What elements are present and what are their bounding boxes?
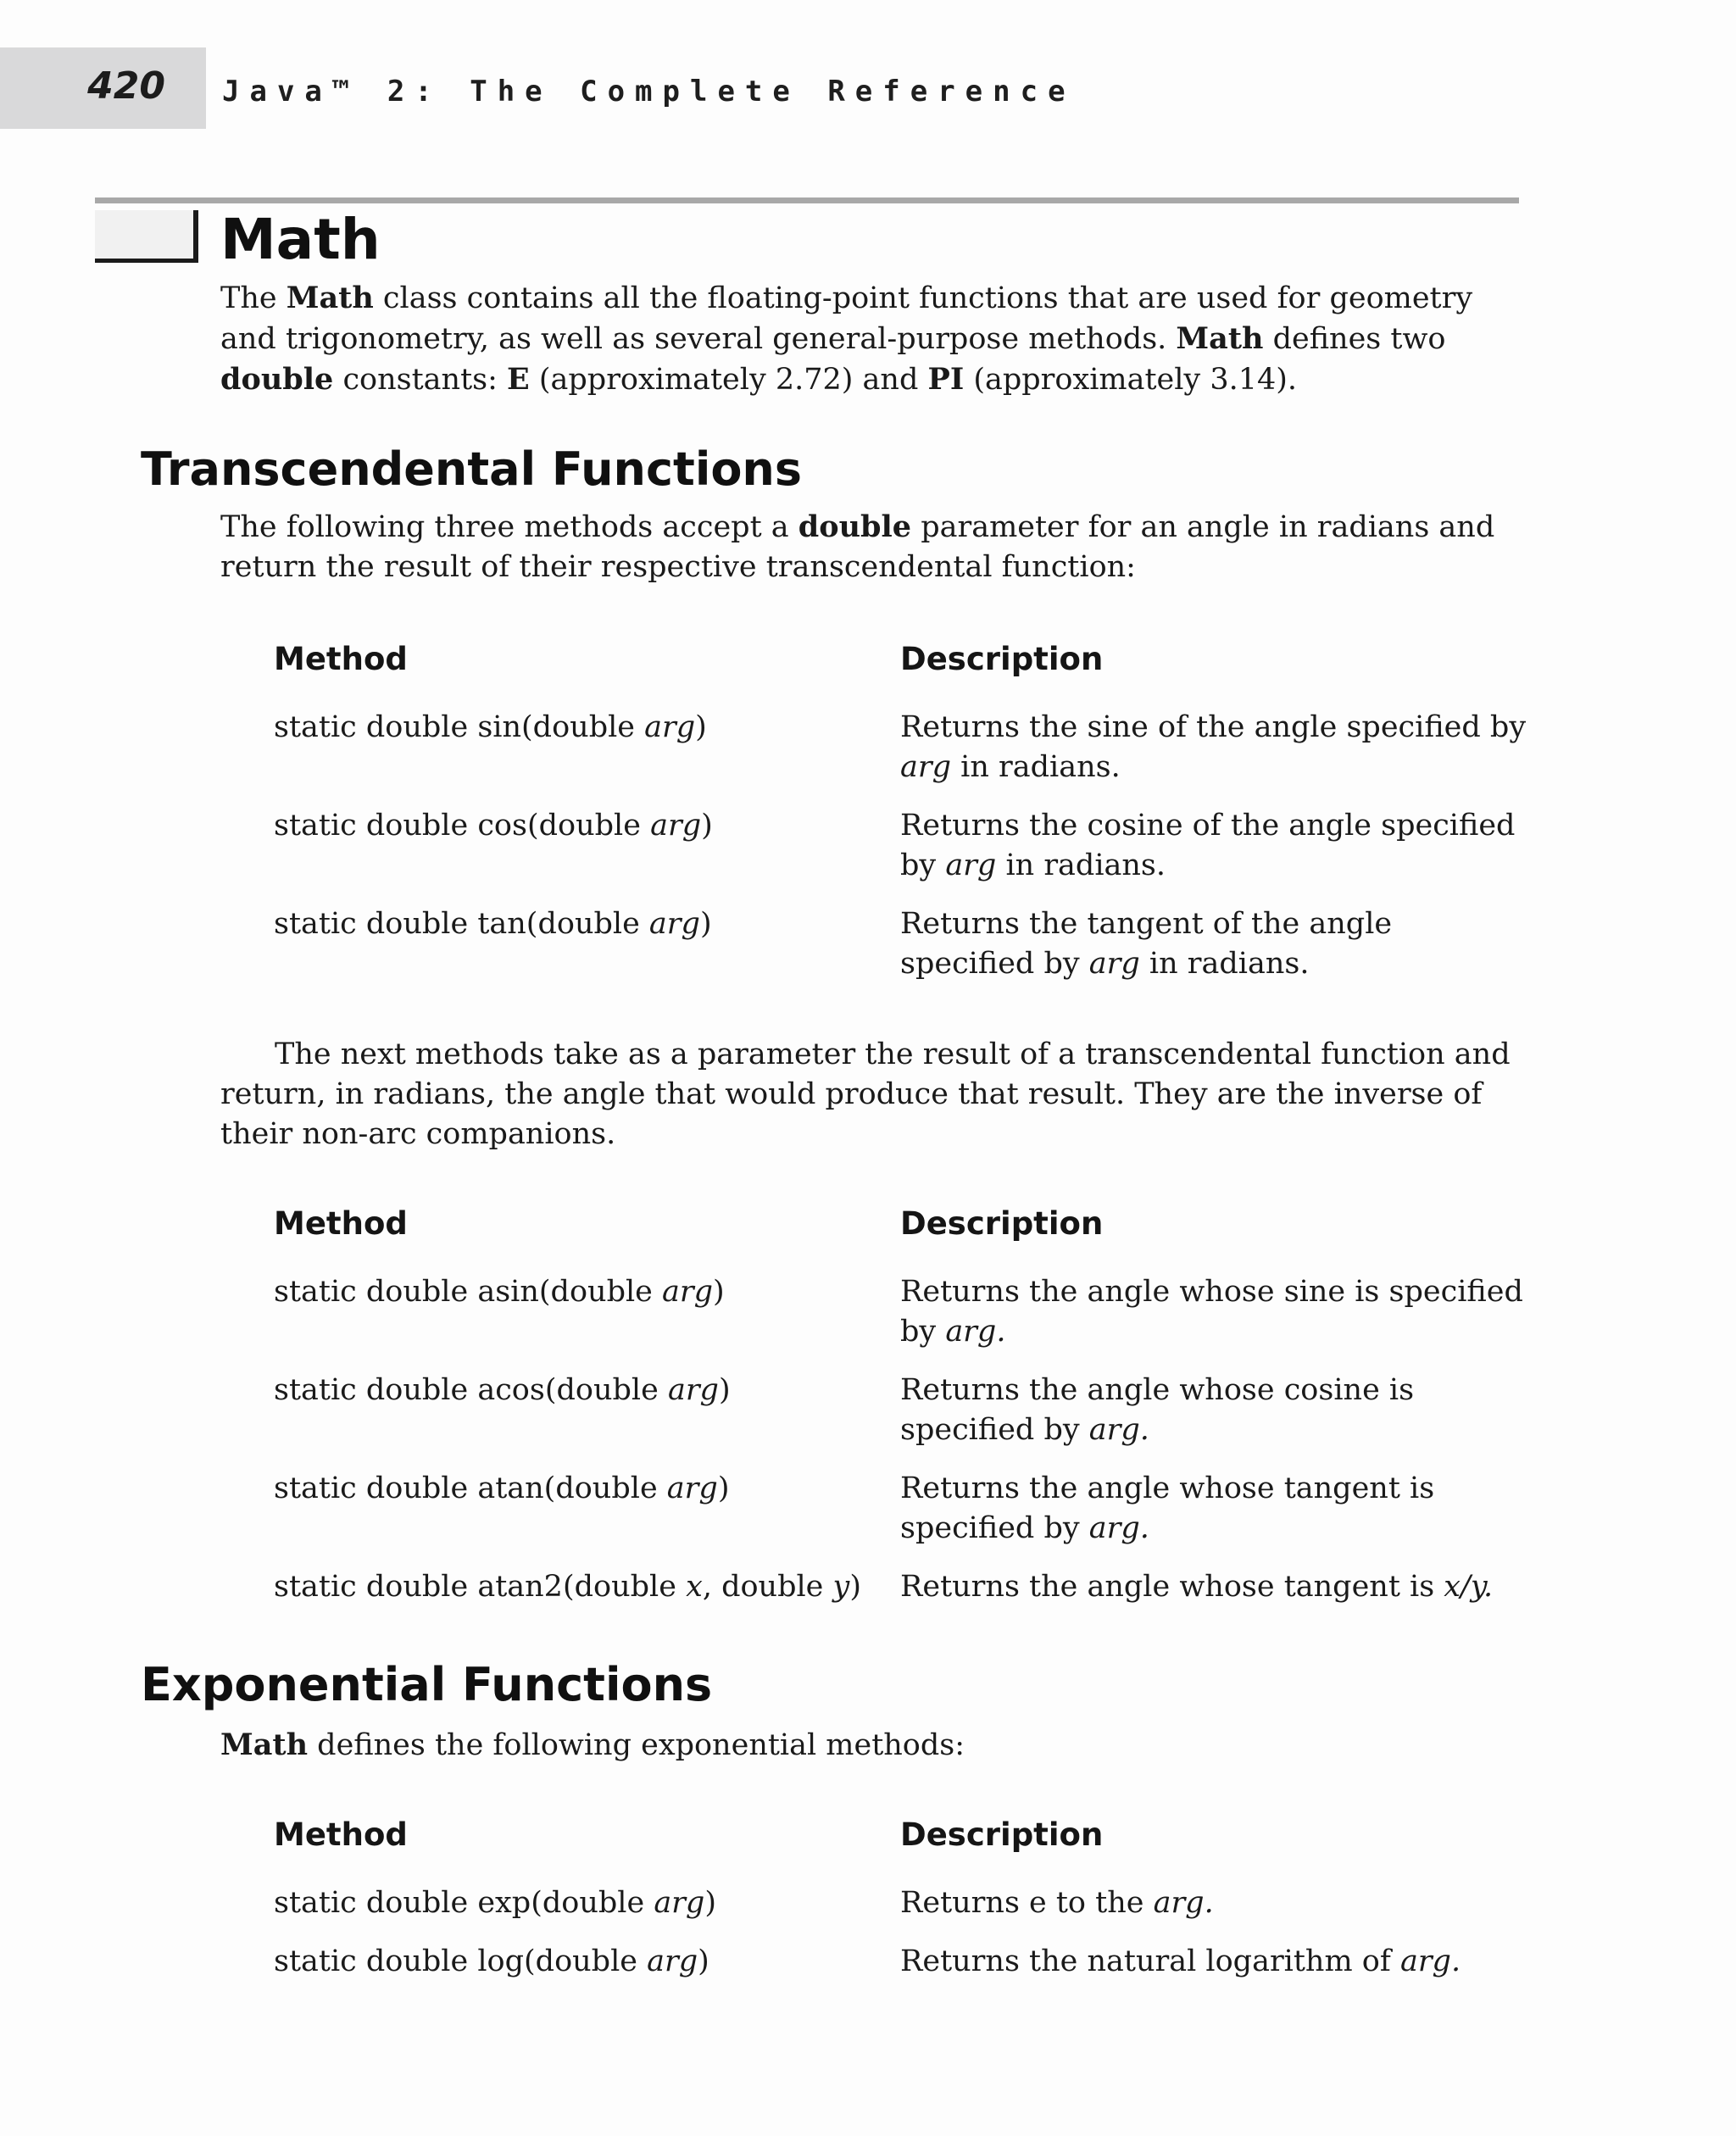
method-atan: static double atan(double arg) xyxy=(274,1471,730,1505)
exponential-intro: Math defines the following exponential methods: xyxy=(220,1727,965,1762)
method-column-header: Method xyxy=(274,1205,408,1242)
running-header xyxy=(0,0,1736,129)
description-cos: Returns the cosine of the angle specified by arg in radians. xyxy=(900,809,1516,882)
method-column-header: Method xyxy=(274,641,408,677)
description-column-header: Description xyxy=(900,641,1104,677)
method-sin: static double sin(double arg) xyxy=(274,710,707,744)
method-exp: static double exp(double arg) xyxy=(274,1886,716,1920)
method-cos: static double cos(double arg) xyxy=(274,809,713,843)
method-atan2: static double atan2(double x, double y) xyxy=(274,1570,861,1604)
method-log: static double log(double arg) xyxy=(274,1944,709,1978)
exponential-heading: Exponential Functions xyxy=(141,1658,713,1711)
section-title: Math xyxy=(220,207,381,272)
description-acos: Returns the angle whose cosine is specified by arg. xyxy=(900,1373,1415,1447)
section-marker-icon xyxy=(95,210,198,263)
description-log: Returns the natural logarithm of arg. xyxy=(900,1944,1461,1978)
description-atan: Returns the angle whose tangent is specified by arg. xyxy=(900,1471,1435,1545)
inverse-functions-paragraph: The next methods take as a parameter the result of a transcendental function and return, in radians, the angle that would produce that result. They are the inverse of their non-arc companions. xyxy=(220,1037,1511,1151)
page-number-box xyxy=(0,47,206,129)
transcendental-intro: The following three methods accept a double parameter for an angle in radians and return the result of their respective transcendental function: xyxy=(220,509,1495,584)
method-column-header: Method xyxy=(274,1816,408,1853)
description-atan2: Returns the angle whose tangent is x/y. xyxy=(900,1570,1494,1604)
description-column-header: Description xyxy=(900,1205,1104,1242)
page-number: 420 xyxy=(87,64,165,108)
description-exp: Returns e to the arg. xyxy=(900,1886,1214,1920)
running-title: Java™ 2: The Complete Reference xyxy=(222,75,1076,108)
description-sin: Returns the sine of the angle specified by arg in radians. xyxy=(900,710,1527,784)
description-column-header: Description xyxy=(900,1816,1104,1853)
description-tan: Returns the tangent of the angle specified by arg in radians. xyxy=(900,907,1393,981)
method-acos: static double acos(double arg) xyxy=(274,1373,731,1407)
description-asin: Returns the angle whose sine is specified by arg. xyxy=(900,1275,1523,1349)
math-intro-paragraph: The Math class contains all the floating-point functions that are used for geometry and trigonometry, as well as several general-purpose methods. Math defines two double constants: E (approximately 2.72) and PI (approximately 3.14). xyxy=(220,281,1473,397)
method-tan: static double tan(double arg) xyxy=(274,907,712,941)
method-asin: static double asin(double arg) xyxy=(274,1275,725,1309)
section-rule xyxy=(95,197,1519,203)
transcendental-heading: Transcendental Functions xyxy=(141,442,803,496)
